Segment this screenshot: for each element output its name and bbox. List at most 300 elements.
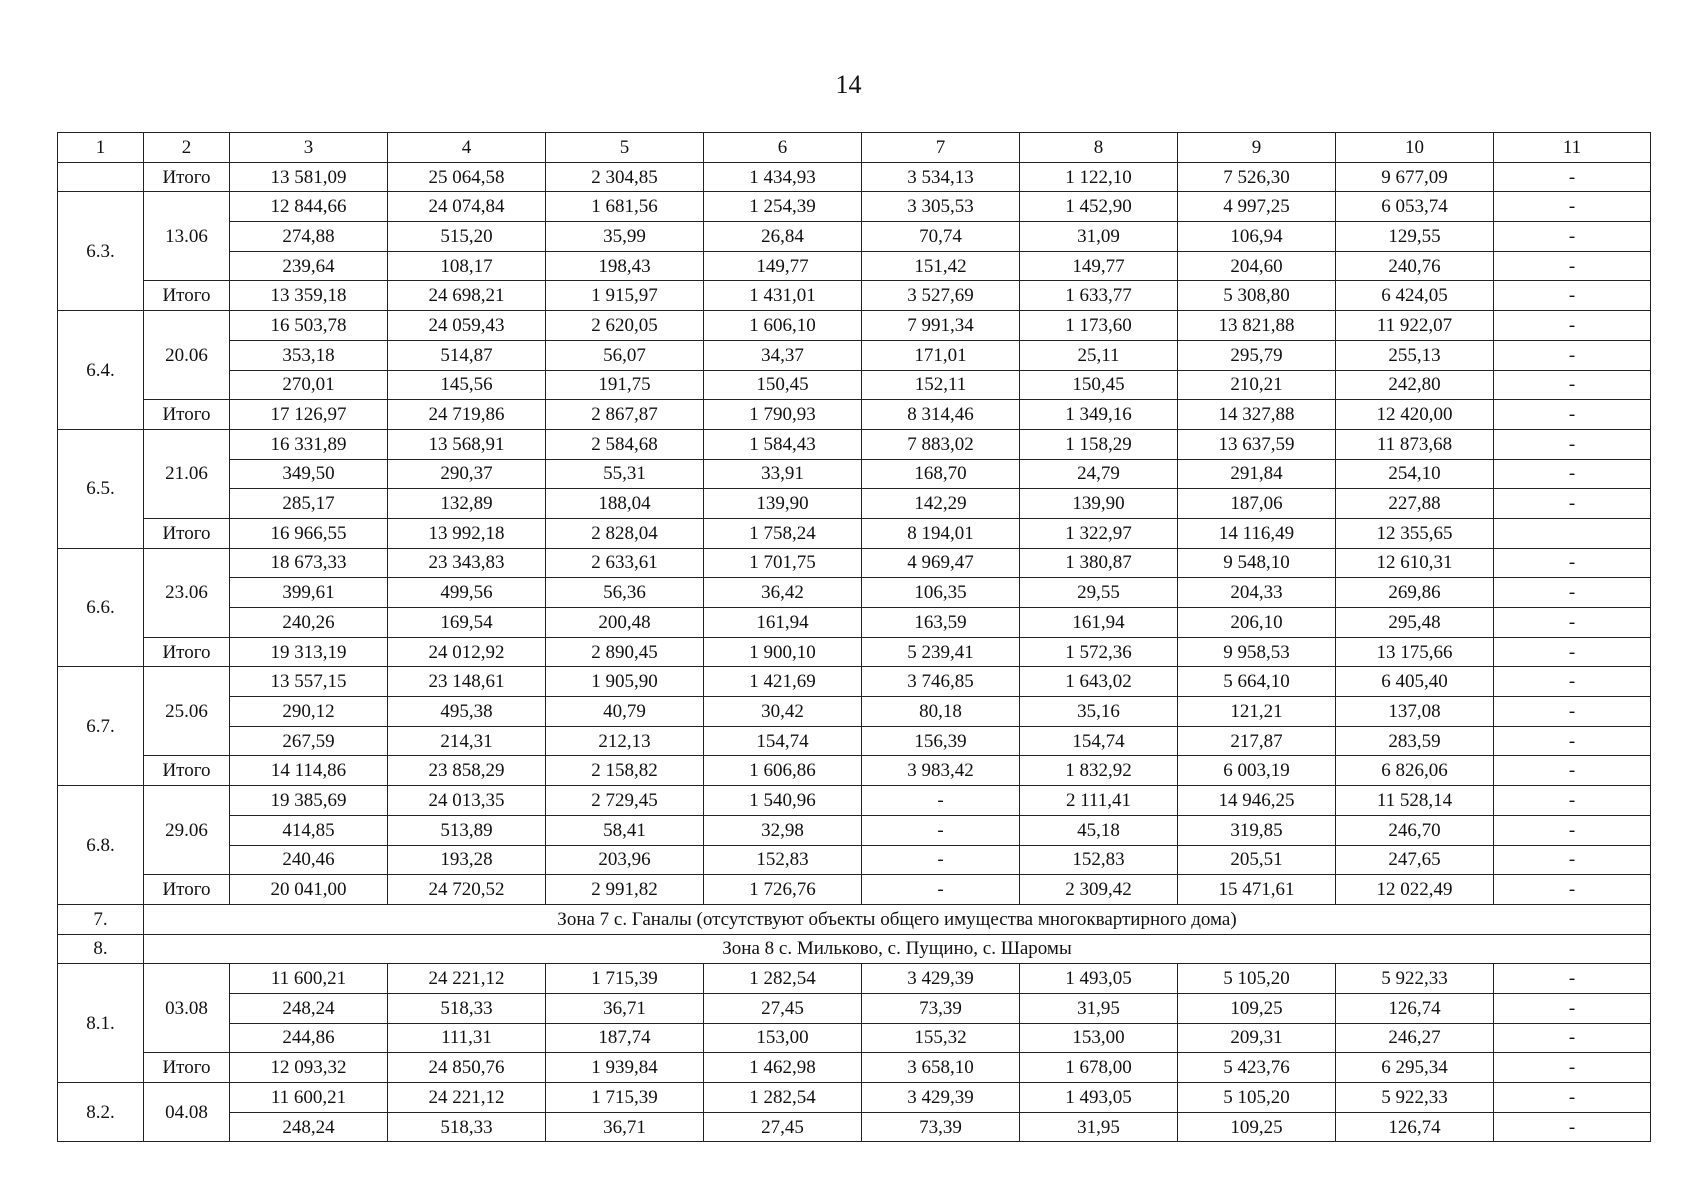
group-number: 6.3. <box>58 192 144 311</box>
value-cell: 151,42 <box>862 251 1020 281</box>
value-cell: 242,80 <box>1336 370 1494 400</box>
value-cell: 2 890,45 <box>546 637 704 667</box>
value-cell: 12 093,32 <box>230 1053 388 1083</box>
value-cell: 106,94 <box>1178 222 1336 252</box>
value-cell: 30,42 <box>704 697 862 727</box>
value-cell: 274,88 <box>230 222 388 252</box>
value-cell: 1 790,93 <box>704 400 862 430</box>
value-cell: 1 282,54 <box>704 1083 862 1113</box>
value-cell: 152,83 <box>1020 845 1178 875</box>
value-cell: 290,12 <box>230 697 388 727</box>
value-cell: 17 126,97 <box>230 400 388 430</box>
value-cell: 2 729,45 <box>546 786 704 816</box>
value-cell: 13 175,66 <box>1336 637 1494 667</box>
table-row <box>58 1023 1651 1053</box>
group-code: 29.06 <box>144 786 230 875</box>
value-cell: 14 327,88 <box>1178 400 1336 430</box>
value-cell: 12 844,66 <box>230 192 388 222</box>
value-cell: 2 867,87 <box>546 400 704 430</box>
value-cell: 31,95 <box>1020 1112 1178 1142</box>
value-cell: 247,65 <box>1336 845 1494 875</box>
value-cell: - <box>1494 311 1651 341</box>
value-cell: 205,51 <box>1178 845 1336 875</box>
value-cell: 244,86 <box>230 1023 388 1053</box>
value-cell: 518,33 <box>388 993 546 1023</box>
value-cell: 198,43 <box>546 251 704 281</box>
value-cell: 12 420,00 <box>1336 400 1494 430</box>
value-cell: 27,45 <box>704 993 862 1023</box>
value-cell: - <box>1494 340 1651 370</box>
value-cell: 13 557,15 <box>230 667 388 697</box>
value-cell: - <box>1494 281 1651 311</box>
group-code: 03.08 <box>144 964 230 1053</box>
value-cell: 13 992,18 <box>388 518 546 548</box>
value-cell: 70,74 <box>862 222 1020 252</box>
zone-number: 8. <box>58 934 144 964</box>
value-cell: 149,77 <box>1020 251 1178 281</box>
value-cell: 32,98 <box>704 815 862 845</box>
value-cell: 204,60 <box>1178 251 1336 281</box>
total-row <box>58 162 1651 192</box>
value-cell: 3 429,39 <box>862 1083 1020 1113</box>
value-cell: - <box>1494 875 1651 905</box>
value-cell: 24 221,12 <box>388 1083 546 1113</box>
value-cell: 73,39 <box>862 1112 1020 1142</box>
total-label: Итого <box>144 281 230 311</box>
value-cell: 4 997,25 <box>1178 192 1336 222</box>
value-cell: 14 116,49 <box>1178 518 1336 548</box>
value-cell: 16 331,89 <box>230 429 388 459</box>
value-cell: 31,95 <box>1020 993 1178 1023</box>
value-cell: 8 194,01 <box>862 518 1020 548</box>
value-cell: 5 239,41 <box>862 637 1020 667</box>
table-row <box>58 726 1651 756</box>
value-cell: 295,48 <box>1336 608 1494 638</box>
value-cell: 168,70 <box>862 459 1020 489</box>
value-cell: 270,01 <box>230 370 388 400</box>
value-cell: 58,41 <box>546 815 704 845</box>
value-cell: 212,13 <box>546 726 704 756</box>
value-cell: 36,42 <box>704 578 862 608</box>
value-cell: 246,70 <box>1336 815 1494 845</box>
table-row <box>58 251 1651 281</box>
value-cell: - <box>1494 726 1651 756</box>
value-cell: 126,74 <box>1336 993 1494 1023</box>
value-cell: 3 429,39 <box>862 964 1020 994</box>
value-cell: 11 600,21 <box>230 1083 388 1113</box>
value-cell <box>1494 518 1651 548</box>
value-cell: 150,45 <box>704 370 862 400</box>
table-row <box>58 489 1651 519</box>
total-label: Итого <box>144 756 230 786</box>
value-cell: 19 313,19 <box>230 637 388 667</box>
value-cell: 187,74 <box>546 1023 704 1053</box>
value-cell: 14 946,25 <box>1178 786 1336 816</box>
value-cell: 111,31 <box>388 1023 546 1053</box>
total-label: Итого <box>144 1053 230 1083</box>
value-cell: 1 726,76 <box>704 875 862 905</box>
value-cell: 227,88 <box>1336 489 1494 519</box>
empty-cell <box>58 162 144 192</box>
value-cell: 23 858,29 <box>388 756 546 786</box>
value-cell: 349,50 <box>230 459 388 489</box>
value-cell: 2 633,61 <box>546 548 704 578</box>
value-cell: 2 111,41 <box>1020 786 1178 816</box>
value-cell: 1 832,92 <box>1020 756 1178 786</box>
group-code: 04.08 <box>144 1083 230 1142</box>
table-row <box>58 429 1651 459</box>
group-code: 25.06 <box>144 667 230 756</box>
value-cell: - <box>1494 222 1651 252</box>
value-cell: 1 758,24 <box>704 518 862 548</box>
value-cell: 1 678,00 <box>1020 1053 1178 1083</box>
value-cell: - <box>1494 162 1651 192</box>
value-cell: 1 643,02 <box>1020 667 1178 697</box>
value-cell: - <box>1494 578 1651 608</box>
group-code: 21.06 <box>144 429 230 518</box>
group-code: 20.06 <box>144 311 230 400</box>
value-cell: 31,09 <box>1020 222 1178 252</box>
value-cell: 2 158,82 <box>546 756 704 786</box>
group-number: 6.6. <box>58 548 144 667</box>
value-cell: 11 873,68 <box>1336 429 1494 459</box>
value-cell: 290,37 <box>388 459 546 489</box>
value-cell: 150,45 <box>1020 370 1178 400</box>
group-number: 6.7. <box>58 667 144 786</box>
value-cell: 24 013,35 <box>388 786 546 816</box>
value-cell: 24 850,76 <box>388 1053 546 1083</box>
value-cell: 269,86 <box>1336 578 1494 608</box>
value-cell: - <box>1494 400 1651 430</box>
value-cell: 109,25 <box>1178 1112 1336 1142</box>
value-cell: - <box>1494 1053 1651 1083</box>
table-row <box>58 815 1651 845</box>
value-cell: 240,76 <box>1336 251 1494 281</box>
value-cell: 267,59 <box>230 726 388 756</box>
value-cell: 106,35 <box>862 578 1020 608</box>
total-label: Итого <box>144 875 230 905</box>
value-cell: 2 828,04 <box>546 518 704 548</box>
value-cell: 399,61 <box>230 578 388 608</box>
value-cell: 33,91 <box>704 459 862 489</box>
value-cell: 15 471,61 <box>1178 875 1336 905</box>
value-cell: 1 939,84 <box>546 1053 704 1083</box>
table-body <box>58 133 1651 1142</box>
table-row <box>58 459 1651 489</box>
total-row <box>58 518 1651 548</box>
value-cell: 1 380,87 <box>1020 548 1178 578</box>
value-cell: - <box>1494 192 1651 222</box>
value-cell: 214,31 <box>388 726 546 756</box>
table-row <box>58 667 1651 697</box>
value-cell: 1 462,98 <box>704 1053 862 1083</box>
value-cell: 3 534,13 <box>862 162 1020 192</box>
total-row <box>58 756 1651 786</box>
value-cell: 1 421,69 <box>704 667 862 697</box>
value-cell: - <box>862 815 1020 845</box>
value-cell: - <box>1494 429 1651 459</box>
table-row <box>58 608 1651 638</box>
value-cell: 188,04 <box>546 489 704 519</box>
total-row <box>58 400 1651 430</box>
value-cell: 291,84 <box>1178 459 1336 489</box>
value-cell: 27,45 <box>704 1112 862 1142</box>
value-cell: 5 922,33 <box>1336 964 1494 994</box>
table-row <box>58 548 1651 578</box>
value-cell: 1 254,39 <box>704 192 862 222</box>
value-cell: 20 041,00 <box>230 875 388 905</box>
value-cell: - <box>862 786 1020 816</box>
value-cell: - <box>1494 964 1651 994</box>
value-cell: 11 922,07 <box>1336 311 1494 341</box>
value-cell: 45,18 <box>1020 815 1178 845</box>
value-cell: 132,89 <box>388 489 546 519</box>
value-cell: 240,26 <box>230 608 388 638</box>
value-cell: 5 922,33 <box>1336 1083 1494 1113</box>
value-cell: 16 503,78 <box>230 311 388 341</box>
value-cell: 206,10 <box>1178 608 1336 638</box>
value-cell: 1 905,90 <box>546 667 704 697</box>
value-cell: 80,18 <box>862 697 1020 727</box>
value-cell: 2 309,42 <box>1020 875 1178 905</box>
value-cell: 35,16 <box>1020 697 1178 727</box>
value-cell: 12 022,49 <box>1336 875 1494 905</box>
value-cell: 73,39 <box>862 993 1020 1023</box>
header-cell: 4 <box>388 133 546 163</box>
header-cell: 3 <box>230 133 388 163</box>
value-cell: - <box>862 875 1020 905</box>
total-row <box>58 1053 1651 1083</box>
value-cell: 109,25 <box>1178 993 1336 1023</box>
value-cell: 6 424,05 <box>1336 281 1494 311</box>
value-cell: 246,27 <box>1336 1023 1494 1053</box>
value-cell: - <box>1494 548 1651 578</box>
value-cell: 29,55 <box>1020 578 1178 608</box>
value-cell: 1 349,16 <box>1020 400 1178 430</box>
value-cell: 171,01 <box>862 340 1020 370</box>
value-cell: 11 528,14 <box>1336 786 1494 816</box>
value-cell: 1 606,86 <box>704 756 862 786</box>
value-cell: 9 677,09 <box>1336 162 1494 192</box>
value-cell: 154,74 <box>704 726 862 756</box>
table-row <box>58 192 1651 222</box>
value-cell: 1 322,97 <box>1020 518 1178 548</box>
tariff-table <box>57 132 1651 1142</box>
page-number: 14 <box>835 70 862 99</box>
value-cell: 204,33 <box>1178 578 1336 608</box>
value-cell: 200,48 <box>546 608 704 638</box>
value-cell: 515,20 <box>388 222 546 252</box>
value-cell: 18 673,33 <box>230 548 388 578</box>
value-cell: 1 158,29 <box>1020 429 1178 459</box>
header-cell: 10 <box>1336 133 1494 163</box>
value-cell: 5 105,20 <box>1178 964 1336 994</box>
total-label: Итого <box>144 637 230 667</box>
value-cell: 3 983,42 <box>862 756 1020 786</box>
value-cell: - <box>1494 845 1651 875</box>
value-cell: 7 883,02 <box>862 429 1020 459</box>
total-row <box>58 637 1651 667</box>
value-cell: 152,83 <box>704 845 862 875</box>
table-row <box>58 311 1651 341</box>
value-cell: 155,32 <box>862 1023 1020 1053</box>
value-cell: 209,31 <box>1178 1023 1336 1053</box>
total-label: Итого <box>144 400 230 430</box>
value-cell: 13 568,91 <box>388 429 546 459</box>
value-cell: 154,74 <box>1020 726 1178 756</box>
value-cell: 24 719,86 <box>388 400 546 430</box>
value-cell: 499,56 <box>388 578 546 608</box>
value-cell: 12 355,65 <box>1336 518 1494 548</box>
value-cell: 8 314,46 <box>862 400 1020 430</box>
value-cell: 1 493,05 <box>1020 1083 1178 1113</box>
zone-number: 7. <box>58 904 144 934</box>
table-row <box>58 786 1651 816</box>
value-cell: 9 958,53 <box>1178 637 1336 667</box>
value-cell: 203,96 <box>546 845 704 875</box>
value-cell: 414,85 <box>230 815 388 845</box>
value-cell: 353,18 <box>230 340 388 370</box>
value-cell: 1 122,10 <box>1020 162 1178 192</box>
value-cell: 25 064,58 <box>388 162 546 192</box>
value-cell: 2 991,82 <box>546 875 704 905</box>
value-cell: 1 493,05 <box>1020 964 1178 994</box>
value-cell: - <box>1494 786 1651 816</box>
total-row <box>58 281 1651 311</box>
value-cell: 495,38 <box>388 697 546 727</box>
table-row <box>58 340 1651 370</box>
value-cell: 23 148,61 <box>388 667 546 697</box>
value-cell: 153,00 <box>1020 1023 1178 1053</box>
value-cell: 1 431,01 <box>704 281 862 311</box>
zone-title: Зона 8 с. Мильково, с. Пущино, с. Шаромы <box>144 934 1651 964</box>
value-cell: - <box>862 845 1020 875</box>
value-cell: 35,99 <box>546 222 704 252</box>
value-cell: 153,00 <box>704 1023 862 1053</box>
value-cell: 25,11 <box>1020 340 1178 370</box>
group-number: 6.8. <box>58 786 144 905</box>
total-label: Итого <box>144 162 230 192</box>
value-cell: 217,87 <box>1178 726 1336 756</box>
value-cell: - <box>1494 1112 1651 1142</box>
value-cell: 56,07 <box>546 340 704 370</box>
value-cell: 23 343,83 <box>388 548 546 578</box>
value-cell: 145,56 <box>388 370 546 400</box>
value-cell: 254,10 <box>1336 459 1494 489</box>
value-cell: 1 681,56 <box>546 192 704 222</box>
value-cell: 40,79 <box>546 697 704 727</box>
value-cell: 191,75 <box>546 370 704 400</box>
group-number: 6.5. <box>58 429 144 548</box>
value-cell: 5 308,80 <box>1178 281 1336 311</box>
value-cell: 2 304,85 <box>546 162 704 192</box>
value-cell: 2 620,05 <box>546 311 704 341</box>
table-row <box>58 1083 1651 1113</box>
group-number: 8.1. <box>58 964 144 1083</box>
value-cell: 19 385,69 <box>230 786 388 816</box>
value-cell: - <box>1494 637 1651 667</box>
value-cell: 34,37 <box>704 340 862 370</box>
value-cell: 1 584,43 <box>704 429 862 459</box>
group-code: 23.06 <box>144 548 230 637</box>
value-cell: 169,54 <box>388 608 546 638</box>
value-cell: 248,24 <box>230 993 388 1023</box>
value-cell: 6 003,19 <box>1178 756 1336 786</box>
value-cell: 4 969,47 <box>862 548 1020 578</box>
value-cell: 7 526,30 <box>1178 162 1336 192</box>
value-cell: 1 452,90 <box>1020 192 1178 222</box>
value-cell: 13 581,09 <box>230 162 388 192</box>
value-cell: 295,79 <box>1178 340 1336 370</box>
value-cell: - <box>1494 489 1651 519</box>
value-cell: 24 221,12 <box>388 964 546 994</box>
group-number: 8.2. <box>58 1083 144 1142</box>
value-cell: 24 074,84 <box>388 192 546 222</box>
value-cell: 3 746,85 <box>862 667 1020 697</box>
value-cell: - <box>1494 459 1651 489</box>
header-cell: 7 <box>862 133 1020 163</box>
value-cell: 5 105,20 <box>1178 1083 1336 1113</box>
value-cell: - <box>1494 993 1651 1023</box>
value-cell: 13 821,88 <box>1178 311 1336 341</box>
value-cell: 6 826,06 <box>1336 756 1494 786</box>
value-cell: 3 527,69 <box>862 281 1020 311</box>
value-cell: 139,90 <box>1020 489 1178 519</box>
value-cell: 1 915,97 <box>546 281 704 311</box>
value-cell: 239,64 <box>230 251 388 281</box>
zone-row <box>58 904 1651 934</box>
value-cell: 514,87 <box>388 340 546 370</box>
header-row <box>58 133 1651 163</box>
header-cell: 8 <box>1020 133 1178 163</box>
value-cell: 24 059,43 <box>388 311 546 341</box>
value-cell: 129,55 <box>1336 222 1494 252</box>
value-cell: 56,36 <box>546 578 704 608</box>
value-cell: 1 572,36 <box>1020 637 1178 667</box>
zone-title: Зона 7 с. Ганалы (отсутствуют объекты общего имущества многоквартирного дома) <box>144 904 1651 934</box>
value-cell: 6 405,40 <box>1336 667 1494 697</box>
value-cell: 285,17 <box>230 489 388 519</box>
header-cell: 11 <box>1494 133 1651 163</box>
value-cell: 13 359,18 <box>230 281 388 311</box>
table-row <box>58 222 1651 252</box>
value-cell: 319,85 <box>1178 815 1336 845</box>
value-cell: 7 991,34 <box>862 311 1020 341</box>
value-cell: 518,33 <box>388 1112 546 1142</box>
table-row <box>58 697 1651 727</box>
value-cell: 193,28 <box>388 845 546 875</box>
value-cell: 255,13 <box>1336 340 1494 370</box>
zone-row <box>58 934 1651 964</box>
value-cell: 1 715,39 <box>546 964 704 994</box>
value-cell: 156,39 <box>862 726 1020 756</box>
value-cell: 1 606,10 <box>704 311 862 341</box>
value-cell: - <box>1494 370 1651 400</box>
value-cell: - <box>1494 756 1651 786</box>
table-row <box>58 845 1651 875</box>
value-cell: 1 173,60 <box>1020 311 1178 341</box>
value-cell: 1 540,96 <box>704 786 862 816</box>
value-cell: - <box>1494 608 1651 638</box>
total-row <box>58 875 1651 905</box>
value-cell: 6 295,34 <box>1336 1053 1494 1083</box>
value-cell: 210,21 <box>1178 370 1336 400</box>
value-cell: - <box>1494 697 1651 727</box>
header-cell: 6 <box>704 133 862 163</box>
value-cell: 36,71 <box>546 1112 704 1142</box>
table-row <box>58 578 1651 608</box>
value-cell: 26,84 <box>704 222 862 252</box>
